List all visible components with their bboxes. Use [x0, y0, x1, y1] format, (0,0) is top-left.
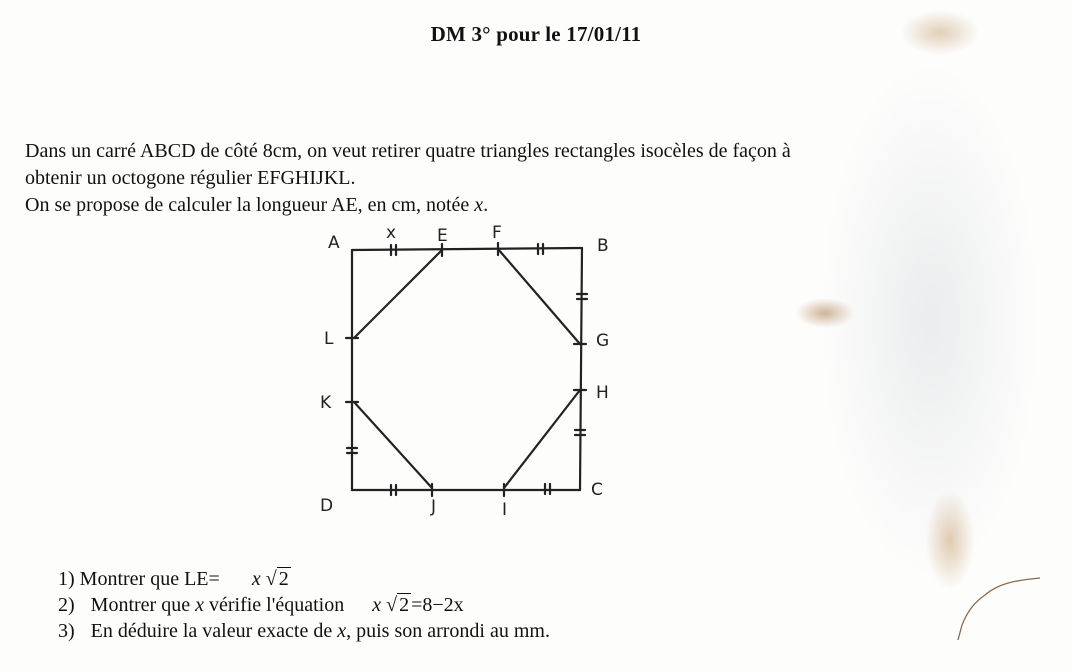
label-h: H	[596, 383, 609, 403]
label-e: E	[437, 226, 448, 246]
question-list	[58, 566, 550, 644]
octagon-side-el	[354, 250, 442, 338]
question-3: 3) En déduire la valeur exacte de x, puis son arrondi au mm.	[58, 620, 550, 642]
page-title: DM 3° pour le 17/01/11	[430, 22, 642, 46]
square-side-ab	[352, 248, 582, 250]
label-d: D	[320, 496, 334, 516]
square-side-bc	[580, 248, 582, 490]
question-2: 2) Montrer que x vérifie l'équation x √ 2 =8−2x	[58, 594, 464, 616]
label-x: x	[386, 223, 397, 243]
octagon-figure	[300, 218, 640, 518]
intro-line: obtenir un octogone régulier EFGHIJKL.	[25, 167, 356, 189]
octagon-side-hi	[504, 390, 580, 488]
label-j: J	[431, 497, 437, 517]
question-1: 1) Montrer que LE= x √ 2	[58, 568, 289, 590]
label-g: G	[596, 331, 610, 351]
label-b: B	[597, 236, 609, 256]
intro-line: On se propose de calculer la longueur AE, en cm, notée x.	[25, 194, 489, 216]
label-a: A	[328, 233, 340, 253]
label-k: K	[320, 393, 332, 413]
octagon-diagram	[300, 218, 640, 518]
paper-stain	[795, 298, 855, 328]
octagon-side-fg	[498, 249, 580, 344]
label-f: F	[492, 223, 502, 243]
label-i: I	[502, 500, 508, 518]
label-c: C	[591, 480, 603, 500]
label-l: L	[324, 329, 334, 349]
octagon-side-kj	[354, 402, 432, 488]
problem-statement	[25, 138, 1005, 219]
paper-crease	[940, 570, 1050, 650]
intro-line: Dans un carré ABCD de côté 8cm, on veut retirer quatre triangles rectangles isocèles de façon à	[25, 140, 791, 162]
